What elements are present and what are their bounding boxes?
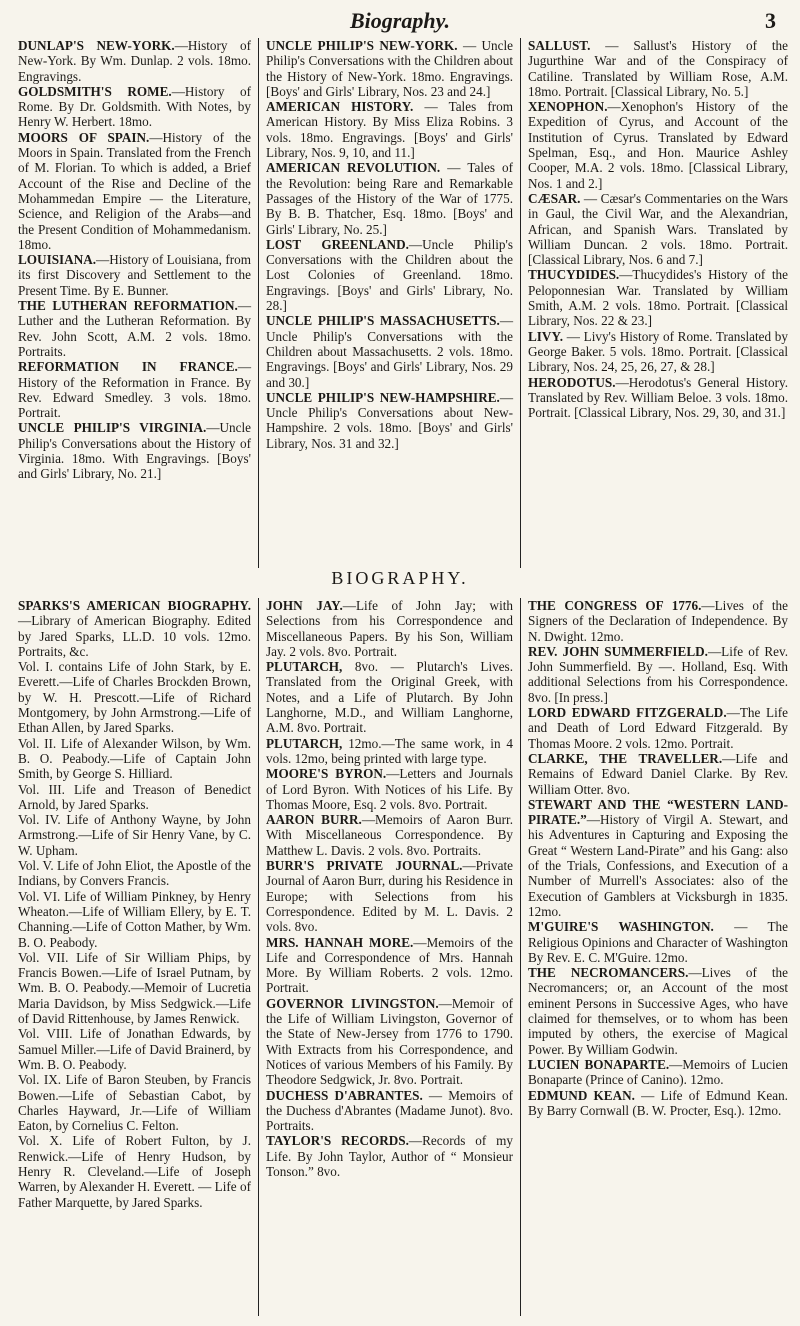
entry-heading: DUCHESS D'ABRANTES.	[266, 1087, 423, 1103]
catalog-entry	[528, 329, 788, 375]
catalog-entry	[266, 1133, 513, 1179]
entry-text: — Uncle Philip's Conversations with the Children about the History of New-York. 18mo. Engravings. [Boys' and Girls' Library, Nos. 23 and 24.]	[266, 38, 513, 99]
entry-heading: MRS. HANNAH MORE.	[266, 934, 414, 950]
entry-text: Vol. VI. Life of William Pinkney, by Henry Wheaton.—Life of William Ellery, by E. T. Channing.—Life of Cotton Mather, by Wm. B. O. Peabody.	[18, 888, 251, 950]
catalog-entry	[18, 130, 251, 252]
entry-heading: AMERICAN HISTORY.	[266, 99, 414, 115]
entry-text: Vol. V. Life of John Eliot, the Apostle of the Indians, by Convers Francis.	[18, 858, 251, 889]
catalog-entry	[266, 38, 513, 99]
catalog-entry	[528, 598, 788, 644]
entry-heading: AARON BURR.	[266, 812, 362, 828]
catalog-entry	[18, 889, 251, 950]
entry-text: —The Life and Death of Lord Edward Fitzgerald. By Thomas Moore. 2 vols. 12mo. Portrait.	[528, 705, 789, 751]
catalog-entry	[266, 858, 513, 934]
entry-heading: LIVY.	[528, 328, 564, 344]
entry-heading: THUCYDIDES.	[528, 267, 620, 283]
catalog-entry	[528, 38, 788, 99]
entry-text: Vol. VII. Life of Sir William Phips, by Francis Bowen.—Life of Israel Putnam, by Wm. B. O. Peabody.—Memoir of Lucretia Maria Davidson, by Miss Sedgwick.—Life of David Rittenhouse, by James Renwick.	[18, 949, 251, 1027]
catalog-entry	[18, 659, 251, 735]
entry-text: —History of Louisiana, from its first Discovery and Settlement to the Present Time. By E. Bunner.	[18, 252, 251, 298]
catalog-entry	[18, 38, 251, 84]
catalog-entry	[266, 598, 513, 659]
entry-text: —History of New-York. By Wm. Dunlap. 2 vols. 18mo. Engravings.	[18, 38, 251, 84]
entry-text: —Uncle Philip's Conversations with the Children about Massachusetts. 2 vols. 18mo. Engravings. [Boys' and Girls' Library, Nos. 29 and 30.]	[266, 313, 513, 390]
catalog-entry	[18, 420, 251, 481]
entry-heading: DUNLAP'S NEW-YORK.	[18, 38, 175, 53]
entry-text: —Records of my Life. By John Taylor, Author of “ Monsieur Tonson.” 8vo.	[266, 1133, 513, 1179]
page-number: 3	[765, 8, 776, 33]
entry-text: —Lives of the Necromancers; or, an Account of the most eminent Persons in Successive Ages, who have claimed for themselves, or to whom has been imputed by others, the exercise of Magical Power. By William Godwin.	[528, 965, 788, 1057]
catalog-entry	[266, 160, 513, 236]
catalog-entry	[528, 797, 788, 919]
entry-text: —Uncle Philip's Conversations about New-Hampshire. 2 vols. 18mo. [Boys' and Girls' Library, Nos. 31 and 32.]	[266, 389, 513, 451]
entry-heading: PLUTARCH,	[266, 659, 343, 675]
catalog-entry	[528, 705, 788, 751]
entry-heading: UNCLE PHILIP'S MASSACHUSETTS.	[266, 313, 500, 329]
entry-text: —Life of Rev. John Summerfield. By —. Holland, Esq. With additional Selections from his Correspondence. 8vo. [In press.]	[528, 643, 788, 705]
entry-text: —Library of American Biography. Edited by Jared Sparks, LL.D. 10 vols. 12mo. Portraits, &c.	[18, 613, 251, 659]
entry-heading: AMERICAN REVOLUTION.	[266, 160, 441, 176]
catalog-entry	[528, 267, 788, 328]
entry-heading: THE CONGRESS OF 1776.	[528, 598, 702, 613]
entry-heading: MOORS OF SPAIN.	[18, 129, 150, 145]
entry-text: —History of the Moors in Spain. Translated from the French of M. Florian. To which is added, a Brief Account of the Rise and Decline of the Mohammedan Empire — the Literature, Science, and Religion of the Arabs—and the Present Condition of Mohammedanism. 18mo.	[18, 129, 251, 252]
column-1	[18, 38, 258, 568]
entry-text: 12mo.—The same work, in 4 vols. 12mo, being printed with large type.	[266, 735, 513, 766]
entry-text: —History of Virgil A. Stewart, and his Adventures in Capturing and Exposing the Great “ Western Land-Pirate” and his Gang: also of the Trials, Confessions, and Execution of a Number of Murrell's Associates: also of the Execution of Gamblers at Vicksburgh in 1835. 12mo.	[528, 812, 788, 919]
catalog-entry	[528, 751, 788, 797]
entry-text: —History of the Reformation in France. By Rev. Edward Smedley. 3 vols. 18mo. Portrait.	[18, 359, 251, 421]
entry-heading: THE NECROMANCERS.	[528, 965, 689, 981]
catalog-entry	[528, 375, 788, 421]
entry-heading: M'GUIRE'S WASHINGTON.	[528, 919, 714, 935]
entry-heading: UNCLE PHILIP'S NEW-HAMPSHIRE.	[266, 389, 500, 405]
catalog-entry	[266, 99, 513, 160]
top-section	[18, 38, 788, 568]
entry-heading: PLUTARCH,	[266, 735, 343, 751]
catalog-entry	[18, 1133, 251, 1209]
catalog-entry	[528, 1057, 788, 1088]
entry-heading: BURR'S PRIVATE JOURNAL.	[266, 858, 463, 874]
column-1	[18, 598, 258, 1316]
catalog-entry	[528, 99, 788, 191]
catalog-entry	[266, 313, 513, 389]
catalog-entry	[18, 1026, 251, 1072]
catalog-entry	[266, 766, 513, 812]
entry-heading: TAYLOR'S RECORDS.	[266, 1133, 409, 1149]
entry-heading: LUCIEN BONAPARTE.	[528, 1056, 670, 1072]
catalog-entry	[266, 935, 513, 996]
entry-text: Vol. VIII. Life of Jonathan Edwards, by Samuel Miller.—Life of David Brainerd, by Wm. B. O. Peabody.	[18, 1026, 251, 1072]
catalog-entry	[18, 359, 251, 420]
catalog-entry	[266, 390, 513, 451]
catalog-entry	[528, 191, 788, 267]
entry-text: —Memoirs of Aaron Burr. With Miscellaneous Correspondence. By Matthew L. Davis. 2 vols. 8vo. Portraits.	[266, 812, 514, 858]
entry-text: Vol. II. Life of Alexander Wilson, by Wm. B. O. Peabody.—Life of Captain John Smith, by George S. Hilliard.	[18, 735, 251, 782]
entry-text: — Cæsar's Commentaries on the Wars in Gaul, the Civil War, and the Alexandrian, African, and Spanish Wars. Translated by William Duncan. 2 vols. 18mo. Portrait. [Classical Library, Nos. 6 and 7.]	[528, 190, 788, 268]
catalog-entry	[18, 950, 251, 1026]
entry-heading: LORD EDWARD FITZGERALD.	[528, 705, 727, 721]
catalog-entry	[18, 782, 251, 813]
catalog-entry	[266, 1088, 513, 1134]
entry-text: —Private Journal of Aaron Burr, during his Residence in Europe; with Selections from his Correspondence. Edited by M. L. Davis. 2 vols. 8vo.	[266, 858, 513, 935]
entry-text: —Life and Remains of Edward Daniel Clarke. By Rev. William Otter. 8vo.	[528, 750, 788, 797]
entry-text: —Memoir of the Life of William Livingston, Governor of the State of New-Jersey from 1776 to 1790. With Extracts from his Correspondence, and Notices of various Members of his Family. By Theodore Sedgwick, Jr. 8vo. Portrait.	[266, 995, 513, 1088]
catalog-entry	[18, 84, 251, 130]
catalog-entry	[528, 1088, 788, 1119]
entry-text: — Life of Edmund Kean. By Barry Cornwall (B. W. Procter, Esq.). 12mo.	[528, 1087, 788, 1118]
entry-text: —Luther and the Lutheran Reformation. By Rev. John Scott, A.M. 2 vols. 18mo. Portraits.	[18, 298, 251, 359]
column-3	[520, 38, 788, 568]
entry-text: —Memoirs of Lucien Bonaparte (Prince of Canino). 12mo.	[528, 1056, 789, 1088]
entry-text: —Letters and Journals of Lord Byron. With Notices of his Life. By Thomas Moore, Esq. 2 vols. 8vo. Portrait.	[266, 766, 513, 812]
catalog-entry	[18, 1072, 251, 1133]
entry-heading: LOST GREENLAND.	[266, 236, 409, 252]
entry-text: —Uncle Philip's Conversations with the Children about the Lost Colonies of Greenland. 18mo. Engravings. [Boys' and Girls' Library, No. 28.]	[266, 236, 513, 314]
entry-text: — The Religious Opinions and Character of Washington By Rev. E. C. M'Guire. 12mo.	[528, 919, 788, 965]
catalog-entry	[18, 598, 251, 659]
entry-heading: CÆSAR.	[528, 190, 581, 206]
entry-heading: REFORMATION IN FRANCE.	[18, 359, 238, 375]
page-title: Biography.	[349, 8, 451, 33]
catalog-entry	[266, 736, 513, 767]
entry-text: — Tales of the Revolution: being Rare and Remarkable Passages of the History of the War of 1775. By B. B. Thatcher, Esq. 18mo. [Boys' and Girls' Library, No. 25.]	[266, 160, 514, 237]
catalog-entry	[18, 252, 251, 298]
entry-heading: GOVERNOR LIVINGSTON.	[266, 995, 439, 1011]
catalog-entry	[528, 965, 788, 1057]
entry-text: — Sallust's History of the Jugurthine War and of the Conspiracy of Catiline. Translated by William Rose, A.M. 18mo. Portrait. [Classical Library, No. 5.]	[528, 38, 788, 99]
entry-heading: GOLDSMITH'S ROME.	[18, 83, 172, 99]
catalog-entry	[266, 659, 513, 735]
section-heading: BIOGRAPHY.	[331, 568, 469, 588]
entry-text: — Memoirs of the Duchess d'Abrantes (Madame Junot). 8vo. Portraits.	[266, 1087, 513, 1134]
entry-text: Vol. X. Life of Robert Fulton, by J. Renwick.—Life of Henry Hudson, by Henry R. Cleveland.—Life of Joseph Warren, by Alexander H. Everett. — Life of Father Marquette, by Jared Sparks.	[18, 1133, 251, 1210]
entry-heading: REV. JOHN SUMMERFIELD.	[528, 643, 708, 659]
entry-text: —History of Rome. By Dr. Goldsmith. With Notes, by Henry W. Herbert. 18mo.	[18, 83, 251, 130]
entry-text: 8vo. — Plutarch's Lives. Translated from the Original Greek, with Notes, and a Life of Plutarch. By John Langhorne, M.D., and William Langhorne, A.M. 8vo. Portrait.	[266, 659, 513, 736]
column-3	[520, 598, 788, 1316]
entry-text: —Memoirs of the Life and Correspondence of Mrs. Hannah More. By William Roberts. 2 vols. 12mo. Portrait.	[266, 934, 513, 996]
entry-heading: JOHN JAY.	[266, 598, 343, 613]
entry-heading: XENOPHON.	[528, 99, 608, 115]
entry-text: —Thucydides's History of the Peloponnesian War. Translated by William Smith, A.M. 2 vols. 18mo. Portrait. [Classical Library, Nos. 22 & 23.]	[528, 267, 788, 329]
entry-heading: MOORE'S BYRON.	[266, 766, 387, 782]
entry-text: — Tales from American History. By Miss Eliza Robins. 3 vols. 18mo. Engravings. [Boys' and Girls' Library, Nos. 9, 10, and 11.]	[266, 99, 513, 161]
entry-heading: CLARKE, THE TRAVELLER.	[528, 750, 723, 766]
entry-heading: STEWART AND THE “WESTERN LAND-PIRATE.”	[528, 796, 788, 828]
entry-heading: SPARKS'S AMERICAN BIOGRAPHY.	[18, 598, 251, 613]
entry-heading: HERODOTUS.	[528, 374, 616, 390]
column-2	[258, 598, 520, 1316]
catalog-entry	[18, 812, 251, 858]
entry-heading: UNCLE PHILIP'S VIRGINIA.	[18, 420, 207, 436]
entry-text: Vol. I. contains Life of John Stark, by E. Everett.—Life of Charles Brockden Brown, by W. H. Prescott.—Life of Richard Montgomery, by John Armstrong.—Life of Ethan Allen, by Jared Sparks.	[18, 659, 251, 736]
entry-text: —Lives of the Signers of the Declaration of Independence. By N. Dwight. 12mo.	[528, 598, 788, 644]
catalog-entry	[18, 298, 251, 359]
entry-text: Vol. IV. Life of Anthony Wayne, by John Armstrong.—Life of Sir Henry Vane, by C. W. Upham.	[18, 812, 251, 858]
entry-text: —Xenophon's History of the Expedition of Cyrus, and Account of the Institution of Cyrus. Translated by Edward Spelman, Esq., and Hon. Maurice Ashley Cooper, M.A. 2 vols. 18mo. [Classical Library, Nos. 1 and 2.]	[528, 99, 788, 191]
entry-heading: EDMUND KEAN.	[528, 1087, 635, 1103]
catalog-entry	[18, 858, 251, 889]
entry-heading: THE LUTHERAN REFORMATION.	[18, 298, 238, 314]
bottom-section	[18, 598, 788, 1316]
entry-text: —Herodotus's General History. Translated by Rev. William Beloe. 3 vols. 18mo. Portrait. [Classical Library, Nos. 29, 30, and 31.]	[528, 374, 788, 421]
entry-text: —Uncle Philip's Conversations about the History of Virginia. 18mo. With Engravings. [Boys' and Girls' Library, No. 21.]	[18, 420, 251, 482]
catalog-entry	[528, 919, 788, 965]
entry-text: Vol. III. Life and Treason of Benedict Arnold, by Jared Sparks.	[18, 781, 251, 812]
entry-text: —Life of John Jay; with Selections from his Correspondence and Miscellaneous Papers. By his Son, William Jay. 2 vols. 8vo. Portrait.	[266, 598, 513, 659]
catalog-entry	[266, 812, 513, 858]
catalog-entry	[266, 237, 513, 313]
column-2	[258, 38, 520, 568]
entry-text: Vol. IX. Life of Baron Steuben, by Francis Bowen.—Life of Sebastian Cabot, by Charles Hayward, Jr.—Life of William Eaton, by Cornelius C. Felton.	[18, 1072, 251, 1134]
entry-heading: UNCLE PHILIP'S NEW-YORK.	[266, 38, 458, 53]
catalog-entry	[18, 736, 251, 782]
entry-heading: SALLUST.	[528, 38, 591, 53]
catalog-entry	[528, 644, 788, 705]
entry-heading: LOUISIANA.	[18, 252, 97, 268]
entry-text: — Livy's History of Rome. Translated by George Baker. 5 vols. 18mo. Portrait. [Classical Library, Nos. 24, 25, 26, 27, & 28.]	[528, 328, 788, 375]
catalog-entry	[266, 996, 513, 1088]
